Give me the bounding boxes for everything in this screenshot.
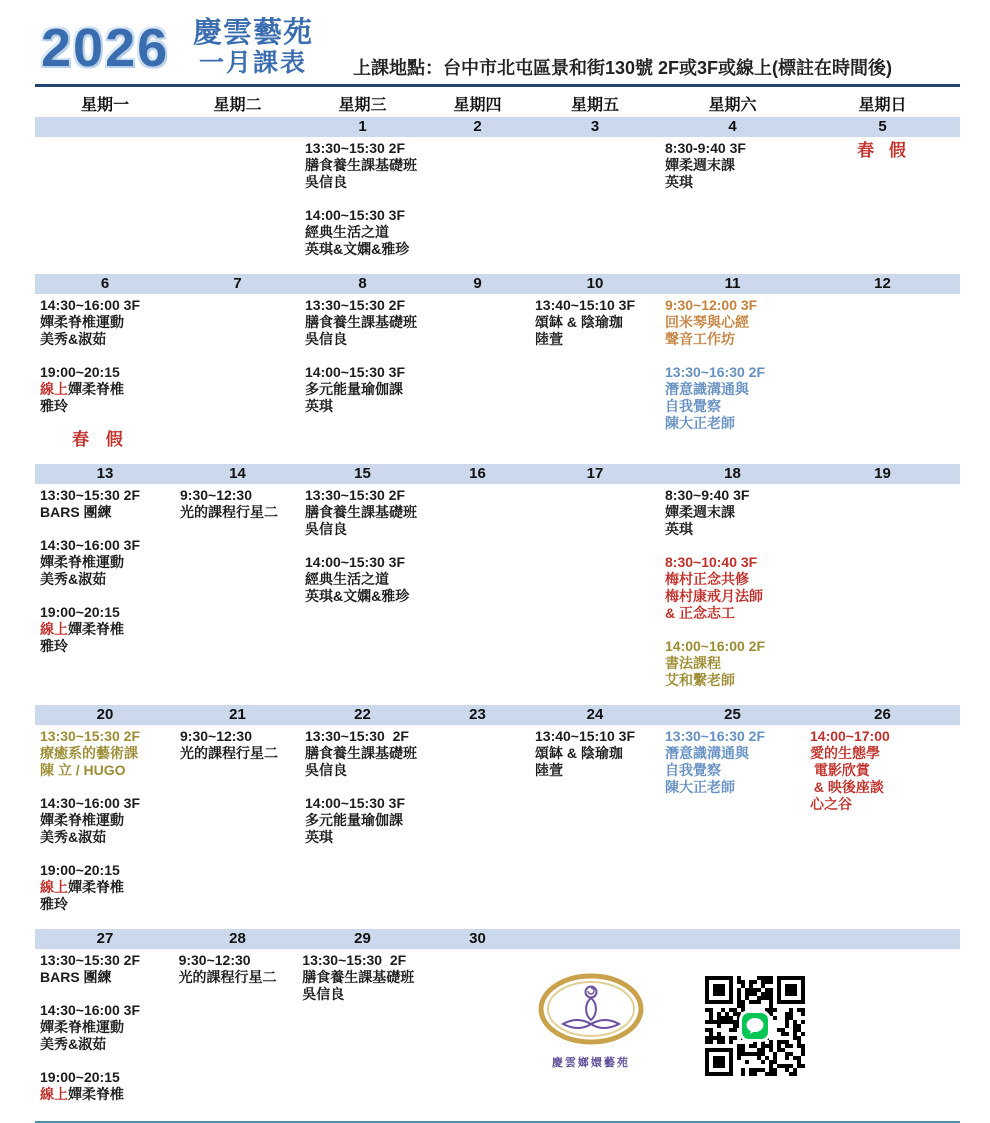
event-line: 13:30~15:30 2F <box>40 728 141 744</box>
date-band <box>35 929 960 949</box>
day-cell <box>805 725 960 929</box>
weekday-header: 星期一 <box>80 97 129 114</box>
date-cell: 18 <box>724 465 741 482</box>
event-line-segment: 線上 <box>40 1086 68 1102</box>
event-line: 書法課程 <box>665 655 721 671</box>
event-line: 嬋柔脊椎運動 <box>40 314 124 330</box>
event-line: 13:40~15:10 3F <box>535 728 636 744</box>
event-line: 自我覺察 <box>665 762 721 778</box>
date-band <box>35 274 960 294</box>
day-cell <box>35 725 175 929</box>
event-line: 回米琴與心經 <box>665 314 749 330</box>
event-block <box>665 728 803 796</box>
event-line: 陳大正老師 <box>665 779 735 795</box>
day-cell <box>300 725 425 929</box>
day-cell <box>421 949 525 1119</box>
line-app-icon <box>742 1013 768 1039</box>
event-line: 9:30~12:30 <box>178 952 251 968</box>
holiday-label <box>810 142 958 159</box>
date-cell: 22 <box>354 706 371 723</box>
event-block <box>40 487 173 521</box>
event-line: 14:30~16:00 3F <box>40 1002 141 1018</box>
header <box>35 16 960 87</box>
date-cell: 30 <box>469 930 486 947</box>
day-cell <box>300 294 425 464</box>
event-line: & 正念志工 <box>665 605 735 621</box>
date-cell: 15 <box>354 465 371 482</box>
event-line: 膳食養生課基礎班 <box>305 314 417 330</box>
event-line: 潛意識溝通與 <box>665 381 749 397</box>
date-cell: 2 <box>473 118 482 135</box>
event-line: 雅玲 <box>40 896 68 912</box>
event-line: 14:00~16:00 2F <box>665 638 766 654</box>
date-band <box>35 117 960 137</box>
event-line: 13:30~15:30 2F <box>305 728 409 744</box>
event-block <box>305 364 423 415</box>
week-row <box>35 725 960 929</box>
event-line: 膳食養生課基礎班 <box>302 969 415 985</box>
event-line: & 映後座談 <box>810 779 884 795</box>
event-line: 艾和繫老師 <box>665 672 735 688</box>
date-cell: 20 <box>96 706 114 723</box>
studio-logo <box>536 972 646 1070</box>
studio-name: 慶雲藝苑 <box>193 17 314 49</box>
event-line: 愛的生態學 <box>810 745 880 761</box>
date-cell: 1 <box>358 118 367 135</box>
day-cell <box>35 484 175 705</box>
event-line: 陸萱 <box>535 331 563 347</box>
event-line <box>40 621 173 638</box>
date-cell: 14 <box>229 465 246 482</box>
day-cell <box>35 294 175 464</box>
date-cell: 11 <box>724 275 741 292</box>
event-block <box>40 1002 172 1053</box>
event-line-segment: 線上 <box>40 879 68 895</box>
event-block <box>40 537 173 588</box>
event-line: 經典生活之道 <box>305 571 389 587</box>
holiday-text: 春 假 <box>72 430 129 449</box>
date-cell <box>805 929 960 949</box>
event-block <box>305 795 423 846</box>
event-line: 梅村正念共修 <box>665 571 749 587</box>
date-cell <box>660 929 805 949</box>
event-line: 英琪 <box>665 521 693 537</box>
event-line: 19:00~20:15 <box>40 604 120 620</box>
date-cell: 4 <box>728 118 737 135</box>
weekday-header-row <box>35 89 960 117</box>
event-line: 吳信良 <box>305 331 347 347</box>
day-cell <box>35 137 175 274</box>
event-line: 13:30~15:30 2F <box>305 297 406 313</box>
event-line-segment: 嬋柔脊椎 <box>68 621 124 637</box>
event-line: 19:00~20:15 <box>40 364 120 380</box>
event-block <box>40 364 173 415</box>
date-cell: 9 <box>473 275 482 292</box>
event-line <box>40 1086 172 1103</box>
day-cell <box>805 484 960 705</box>
event-line: 9:30~12:00 3F <box>665 297 758 313</box>
event-block <box>810 728 958 813</box>
event-block <box>40 297 173 348</box>
week-row <box>35 484 960 705</box>
event-line: 嬋柔脊椎運動 <box>40 1019 124 1035</box>
event-line: 英琪&文嫻&雅珍 <box>305 588 410 604</box>
event-line: 14:00~15:30 3F <box>305 795 406 811</box>
weekday-header: 星期五 <box>570 97 619 114</box>
date-cell: 12 <box>874 275 891 292</box>
date-cell: 27 <box>96 930 114 947</box>
event-line: 13:40~15:10 3F <box>535 297 636 313</box>
event-line: 英琪 <box>305 398 333 414</box>
event-line: 多元能量瑜伽課 <box>305 381 403 397</box>
event-line: 吳信良 <box>305 174 347 190</box>
event-block <box>535 297 658 348</box>
event-line: 19:00~20:15 <box>40 862 120 878</box>
event-line: 美秀&淑茹 <box>40 829 107 845</box>
day-cell <box>175 137 300 274</box>
event-line: 13:30~15:30 2F <box>305 487 406 503</box>
date-band <box>35 464 960 484</box>
event-block <box>40 604 173 655</box>
event-line: 14:00~15:30 3F <box>305 207 406 223</box>
date-cell: 8 <box>358 275 367 292</box>
event-line: 陸萱 <box>535 762 563 778</box>
day-cell <box>530 137 660 274</box>
month-subtitle: 一月課表 <box>199 49 308 77</box>
date-cell: 6 <box>100 275 110 292</box>
day-cell <box>525 949 654 1119</box>
event-block <box>305 554 423 605</box>
event-line: 頌缽 & 陰瑜珈 <box>535 314 623 330</box>
logo-caption: 慶雲嫏嬛藝苑 <box>551 1057 630 1069</box>
event-line: 13:30~16:30 2F <box>665 728 766 744</box>
event-line: 心之谷 <box>810 796 852 812</box>
event-block <box>40 862 173 913</box>
event-line: 英琪 <box>305 829 333 845</box>
date-cell <box>175 117 300 137</box>
event-line: 雅玲 <box>40 398 68 414</box>
date-cell: 19 <box>874 465 891 482</box>
event-block <box>305 207 423 258</box>
calendar-body <box>35 117 960 1119</box>
event-line <box>40 381 173 398</box>
event-line: 14:00~15:30 3F <box>305 554 406 570</box>
date-cell: 28 <box>229 930 246 947</box>
event-block <box>305 140 423 191</box>
day-cell <box>425 484 530 705</box>
event-line: 膳食養生課基礎班 <box>305 745 417 761</box>
event-line: BARS 團練 <box>40 969 112 985</box>
event-line: BARS 團練 <box>40 504 112 520</box>
event-block <box>305 487 423 538</box>
event-line: 9:30~12:30 <box>180 728 253 744</box>
day-cell <box>175 725 300 929</box>
event-block <box>40 952 172 986</box>
year-label: 2026 <box>41 18 170 78</box>
event-line: 嬋柔週末課 <box>665 157 735 173</box>
qr-code <box>705 976 805 1076</box>
date-cell: 26 <box>874 706 891 723</box>
event-line: 美秀&淑茹 <box>40 1036 107 1052</box>
event-line: 光的課程行星二 <box>178 969 277 985</box>
date-band <box>35 705 960 725</box>
day-cell <box>807 949 960 1119</box>
event-line: 13:30~16:30 2F <box>665 364 766 380</box>
event-line: 英琪 <box>665 174 693 190</box>
event-line: 膳食養生課基礎班 <box>305 504 417 520</box>
day-cell <box>660 484 805 705</box>
day-cell <box>805 294 960 464</box>
date-cell <box>530 929 660 949</box>
event-line: 陳 立 / HUGO <box>40 762 126 778</box>
event-line: 嬋柔週末課 <box>665 504 735 520</box>
event-line-segment: 線上 <box>40 621 68 637</box>
event-line: 13:30~15:30 2F <box>302 952 407 968</box>
day-cell <box>425 725 530 929</box>
day-cell <box>425 294 530 464</box>
event-line: 嬋柔脊椎運動 <box>40 812 124 828</box>
event-block <box>40 795 173 846</box>
event-block <box>665 364 803 432</box>
event-block <box>40 1069 172 1103</box>
event-block <box>179 952 296 986</box>
day-cell <box>660 294 805 464</box>
event-line: 美秀&淑茹 <box>40 331 107 347</box>
event-line: 梅村康戒月法師 <box>665 588 763 604</box>
day-cell <box>300 484 425 705</box>
weekday-header: 星期日 <box>858 97 907 114</box>
event-line: 吳信良 <box>305 521 347 537</box>
event-line: 14:30~16:00 3F <box>40 537 141 553</box>
event-block <box>180 487 298 521</box>
weekday-header: 星期三 <box>338 97 387 114</box>
event-block <box>305 297 423 348</box>
week-row <box>35 137 960 274</box>
date-cell: 16 <box>469 465 486 482</box>
event-line: 陳大正老師 <box>665 415 735 431</box>
event-line: 雅玲 <box>40 638 68 654</box>
event-line: 13:30~15:30 2F <box>40 952 141 968</box>
event-line-segment: 嬋柔脊椎 <box>68 381 124 397</box>
event-block <box>665 487 803 538</box>
date-cell: 25 <box>724 706 741 723</box>
event-line: 吳信良 <box>302 986 345 1002</box>
event-line: 膳食養生課基礎班 <box>305 157 417 173</box>
date-cell: 5 <box>878 118 887 135</box>
event-block <box>305 728 423 779</box>
day-cell <box>174 949 298 1119</box>
event-line: 光的課程行星二 <box>180 745 278 761</box>
day-cell <box>35 949 174 1119</box>
holiday-label <box>40 431 173 448</box>
event-block <box>302 952 419 1003</box>
event-line: 自我覺察 <box>665 398 721 414</box>
date-cell: 7 <box>233 275 242 292</box>
day-cell <box>300 137 425 274</box>
event-line: 多元能量瑜伽課 <box>305 812 403 828</box>
event-line: 14:00~17:00 <box>810 728 890 744</box>
event-line: 光的課程行星二 <box>180 504 278 520</box>
event-line: 療癒系的藝術課 <box>40 745 138 761</box>
event-line-segment: 嬋柔脊椎 <box>68 879 124 895</box>
lotus-meditation-icon <box>537 972 645 1046</box>
date-cell: 23 <box>469 706 486 723</box>
weekday-header: 星期六 <box>708 97 757 114</box>
date-cell: 13 <box>96 465 114 482</box>
day-cell <box>425 137 530 274</box>
day-cell <box>530 294 660 464</box>
event-line: 吳信良 <box>305 762 347 778</box>
holiday-text: 春 假 <box>857 141 911 160</box>
day-cell <box>805 137 960 274</box>
event-line: 潛意識溝通與 <box>665 745 749 761</box>
event-line: 嬋柔脊椎運動 <box>40 554 124 570</box>
date-cell: 10 <box>586 275 604 292</box>
event-block <box>665 140 803 191</box>
day-cell <box>297 949 421 1119</box>
event-block <box>665 638 803 689</box>
date-cell: 17 <box>586 465 604 482</box>
event-line: 8:30~9:40 3F <box>665 487 750 503</box>
date-cell: 24 <box>586 706 604 723</box>
event-line <box>40 879 173 896</box>
event-line: 13:30~15:30 2F <box>40 487 141 503</box>
event-line: 8:30-9:40 3F <box>665 140 746 156</box>
day-cell <box>530 484 660 705</box>
event-block <box>40 728 173 779</box>
event-block <box>665 554 803 622</box>
day-cell <box>660 137 805 274</box>
event-line: 14:30~16:00 3F <box>40 795 141 811</box>
event-line: 聲音工作坊 <box>665 331 735 347</box>
event-line: 電影欣賞 <box>810 762 870 778</box>
event-line: 經典生活之道 <box>305 224 389 240</box>
event-line: 19:00~20:15 <box>40 1069 120 1085</box>
day-cell <box>654 949 807 1119</box>
day-cell <box>175 484 300 705</box>
event-line-segment: 線上 <box>40 381 68 397</box>
day-cell <box>530 725 660 929</box>
title-block <box>193 18 313 77</box>
event-block <box>535 728 658 779</box>
date-cell <box>35 117 175 137</box>
event-line: 14:30~16:00 3F <box>40 297 141 313</box>
event-line: 9:30~12:30 <box>180 487 253 503</box>
event-block <box>180 728 298 762</box>
weekday-header: 星期二 <box>213 97 262 114</box>
weekday-header: 星期四 <box>453 97 502 114</box>
date-cell: 3 <box>590 118 600 135</box>
event-line: 14:00~15:30 3F <box>305 364 406 380</box>
week-row <box>35 949 960 1119</box>
event-block <box>665 297 803 348</box>
event-line: 13:30~15:30 2F <box>305 140 406 156</box>
event-line: 8:30~10:40 3F <box>665 554 758 570</box>
location-note: 上課地點：台中市北屯區景和街130號 2F或3F或線上(標註在時間後) <box>353 58 893 78</box>
event-line: 英琪&文嫻&雅珍 <box>305 241 410 257</box>
date-cell: 21 <box>229 706 246 723</box>
event-line-segment: 嬋柔脊椎 <box>68 1086 124 1102</box>
day-cell <box>175 294 300 464</box>
event-line: 美秀&淑茹 <box>40 571 107 587</box>
day-cell <box>660 725 805 929</box>
date-cell: 29 <box>354 930 371 947</box>
event-line: 頌缽 & 陰瑜珈 <box>535 745 623 761</box>
week-row <box>35 294 960 464</box>
